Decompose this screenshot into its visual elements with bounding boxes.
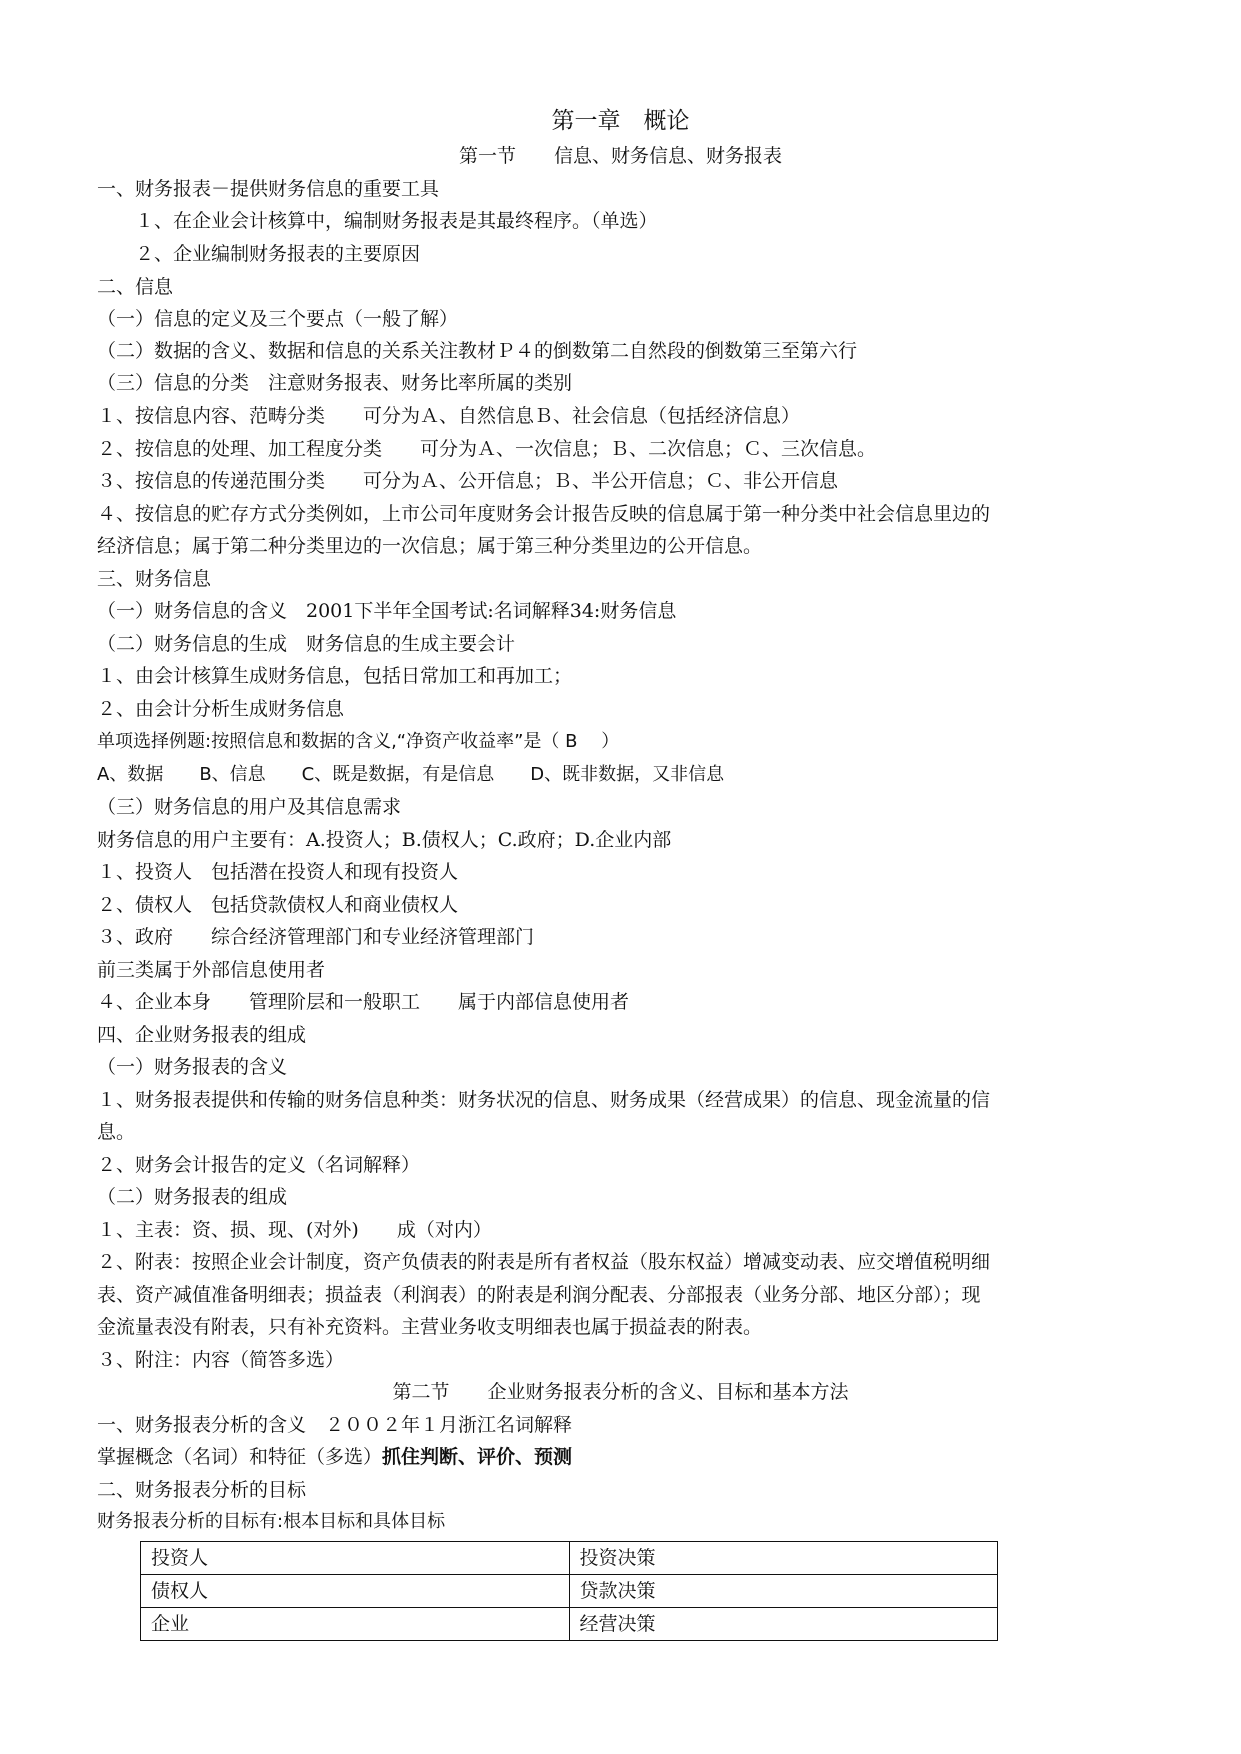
table-row	[141, 1575, 998, 1608]
example-question: 单项选择例题:按照信息和数据的含义,“净资产收益率”是（ B ）	[97, 731, 620, 752]
text-line: １、按信息内容、范畴分类 可分为Ａ、自然信息Ｂ、社会信息（包括经济信息）	[97, 405, 801, 427]
goals-table	[140, 1541, 998, 1641]
table-cell: 经营决策	[569, 1608, 998, 1641]
concept-bold: 抓住判断、评价、预测	[382, 1446, 573, 1468]
text-line: ３、按信息的传递范围分类 可分为Ａ、公开信息；Ｂ、半公开信息；Ｃ、非公开信息	[97, 470, 839, 492]
text-line: 二、信息	[97, 276, 174, 298]
text-line: （三）财务信息的用户及其信息需求	[97, 796, 402, 818]
text-line: ２、附表：按照企业会计制度，资产负债表的附表是所有者权益（股东权益）增减变动表、应交增值税明细	[97, 1251, 991, 1273]
text-line: 金流量表没有附表，只有补充资料。主营业务收支明细表也属于损益表的附表。	[97, 1316, 763, 1338]
text-line: ４、按信息的贮存方式分类例如，上市公司年度财务会计报告反映的信息属于第一种分类中社会信息里边的	[97, 503, 991, 525]
text-line: １、投资人 包括潜在投资人和现有投资人	[97, 861, 459, 883]
text-line: （二）数据的含义、数据和信息的关系关注教材Ｐ４的倒数第二自然段的倒数第三至第六行	[97, 340, 858, 362]
table-cell: 企业	[141, 1608, 570, 1641]
text-line: （三）信息的分类 注意财务报表、财务比率所属的类别	[97, 372, 573, 394]
text-line: １、财务报表提供和传输的财务信息种类：财务状况的信息、财务成果（经营成果）的信息、现金流量的信	[97, 1089, 991, 1111]
text-line: ２、财务会计报告的定义（名词解释）	[97, 1154, 421, 1176]
example-options: A、数据 B、信息 C、既是数据，有是信息 D、既非数据，又非信息	[97, 764, 725, 785]
text-line: （二）财务报表的组成	[97, 1186, 288, 1208]
text-line: ４、企业本身 管理阶层和一般职工 属于内部信息使用者	[97, 991, 630, 1013]
text-line: 财务信息的用户主要有：A.投资人；B.债权人；C.政府；D.企业内部	[97, 829, 672, 851]
text-line: 息。	[97, 1121, 136, 1143]
chapter-title: 第一章 概论	[551, 108, 690, 134]
text-line: ２、由会计分析生成财务信息	[97, 698, 345, 720]
text-line: 经济信息；属于第二种分类里边的一次信息；属于第三种分类里边的公开信息。	[97, 535, 763, 557]
section2-title: 第二节 企业财务报表分析的含义、目标和基本方法	[392, 1381, 849, 1403]
text-line: （一）信息的定义及三个要点（一般了解）	[97, 308, 459, 330]
text-line: 一、财务报表分析的含义 ２００２年１月浙江名词解释	[97, 1414, 573, 1436]
concept-line	[97, 1448, 572, 1467]
table-cell: 贷款决策	[569, 1575, 998, 1608]
text-line: ２、企业编制财务报表的主要原因	[97, 243, 421, 265]
text-line: 表、资产减值准备明细表；损益表（利润表）的附表是利润分配表、分部报表（业务分部、地区分部）；现	[97, 1284, 981, 1306]
section1-title: 第一节 信息、财务信息、财务报表	[458, 145, 782, 167]
concept-normal: 掌握概念（名词）和特征（多选）	[97, 1446, 383, 1468]
text-line: （一）财务信息的含义 2001下半年全国考试:名词解释34:财务信息	[97, 600, 677, 622]
table-row	[141, 1542, 998, 1575]
text-line: ３、政府 综合经济管理部门和专业经济管理部门	[97, 926, 535, 948]
text-line: ２、按信息的处理、加工程度分类 可分为Ａ、一次信息；Ｂ、二次信息；Ｃ、三次信息。	[97, 438, 877, 460]
text-line: １、在企业会计核算中，编制财务报表是其最终程序。（单选）	[97, 210, 658, 232]
table-cell: 债权人	[141, 1575, 570, 1608]
text-line: （二）财务信息的生成 财务信息的生成主要会计	[97, 633, 516, 655]
text-line: （一）财务报表的含义	[97, 1056, 288, 1078]
table-cell: 投资人	[141, 1542, 570, 1575]
text-line: 一、财务报表－提供财务信息的重要工具	[97, 178, 440, 200]
text-line: ３、附注：内容（简答多选）	[97, 1349, 345, 1371]
text-line: 二、财务报表分析的目标	[97, 1479, 307, 1501]
text-line: 三、财务信息	[97, 568, 212, 590]
text-line: 前三类属于外部信息使用者	[97, 959, 326, 981]
text-line: 四、企业财务报表的组成	[97, 1024, 307, 1046]
text-line: １、主表：资、损、现、(对外) 成（对内）	[97, 1219, 492, 1241]
table-cell: 投资决策	[569, 1542, 998, 1575]
text-line: 财务报表分析的目标有:根本目标和具体目标	[97, 1511, 446, 1532]
text-line: ２、债权人 包括贷款债权人和商业债权人	[97, 894, 459, 916]
text-line: １、由会计核算生成财务信息，包括日常加工和再加工；	[97, 665, 573, 687]
table-row	[141, 1608, 998, 1641]
